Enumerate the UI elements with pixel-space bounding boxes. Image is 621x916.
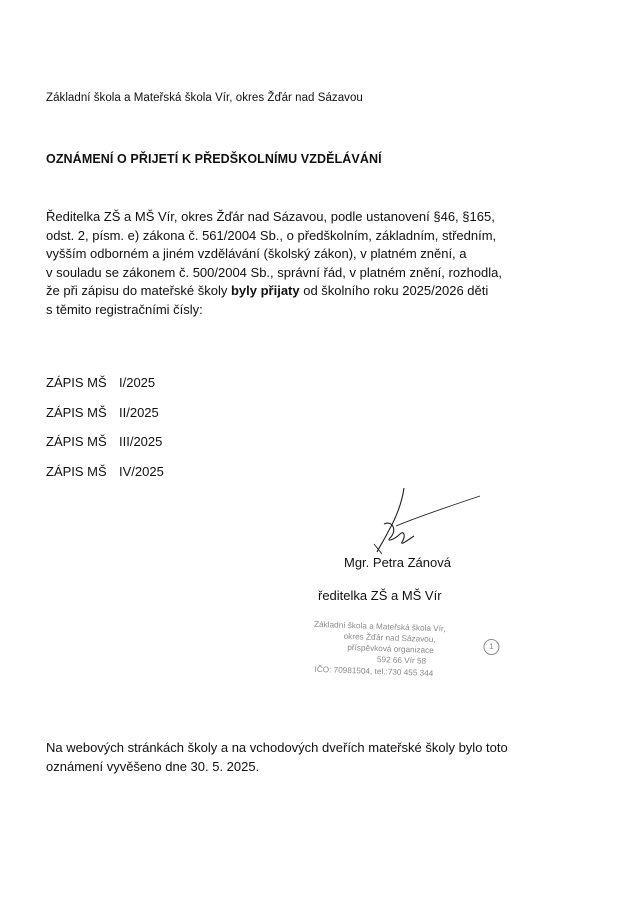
stamp-line: okres Žďár nad Sázavou, [343,631,436,645]
decision-text [46,208,586,320]
body-line-end: od školního roku 2025/2026 děti [299,283,489,299]
body-line [46,282,586,301]
registration-label: ZÁPIS MŠ [46,463,107,479]
list-item [46,375,164,405]
registration-number: I/2025 [119,375,156,390]
registration-label: ZÁPIS MŠ [46,375,107,390]
stamp-line: Základní škola a Mateřská škola Vír, [313,619,446,634]
registration-label: ZÁPIS MŠ [46,434,107,449]
footer-line: oznámení vyvěšeno dne 30. 5. 2025. [46,758,260,774]
body-line: vyšším odborném a jiném vzdělávání (školský zákon), v platném znění, a [46,246,467,262]
list-item [46,464,164,494]
list-item [46,405,164,435]
footer-line: Na webových stránkách školy a na vchodových dveřích mateřské školy bylo toto [46,740,508,755]
registration-label: ZÁPIS MŠ [46,404,107,420]
registration-number: IV/2025 [119,463,164,479]
stamp-line: příspěvková organizace [347,642,434,655]
body-line: s těmito registračními čísly: [46,301,203,317]
body-line: v souladu se zákonem č. 500/2004 Sb., správní řád, v platném znění, rozhodla, [46,264,502,280]
list-item [46,434,164,464]
stamp-seal-number: 1 [483,639,500,656]
signatory-role: ředitelka ZŠ a MŠ Vír [318,588,442,603]
school-header: Základní škola a Mateřská škola Vír, okres Žďár nad Sázavou [46,92,363,104]
publication-note [46,739,508,776]
school-stamp [304,619,506,698]
body-line: odst. 2, písm. e) zákona č. 561/2004 Sb., o předškolním, základním, středním, [46,227,497,243]
body-line: Ředitelka ZŠ a MŠ Vír, okres Žďár nad Sázavou, podle ustanovení §46, §165, [46,209,495,224]
registration-number: II/2025 [119,404,159,420]
document-title: OZNÁMENÍ O PŘIJETÍ K PŘEDŠKOLNÍMU VZDĚLÁVÁNÍ [46,152,382,166]
signatory-name: Mgr. Petra Zánová [344,555,451,570]
registration-number: III/2025 [119,434,163,449]
accepted-emphasis: byly přijaty [230,283,300,299]
stamp-line: IČO: 70981504, tel.:730 455 344 [314,664,434,678]
registration-list [46,375,164,493]
handwritten-signature [360,480,500,560]
stamp-line: 592 66 Vír 58 [376,655,427,666]
body-line-start: že při zápisu do mateřské školy [46,283,231,299]
